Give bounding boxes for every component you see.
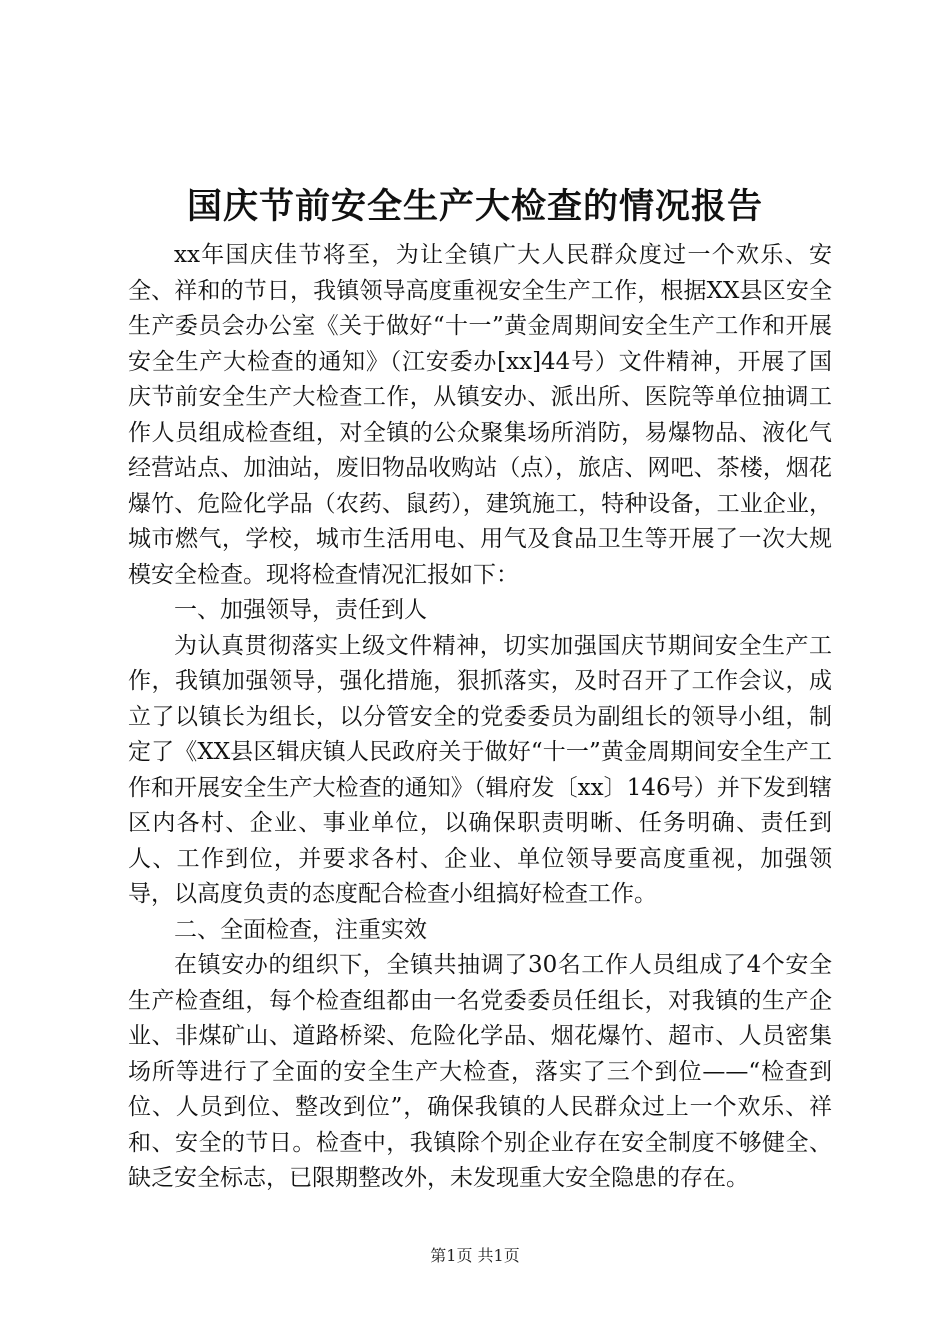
intro-paragraph: xx年国庆佳节将至，为让全镇广大人民群众度过一个欢乐、安全、祥和的节日，我镇领导高度重视安全生产工作，根据XX县区安全生产委员会办公室《关于做好“十一”黄金周期间安全生产工作和开展安全生产大检查的通知》（江安委办[xx]44号）文件精神，开展了国庆节前安全生产大检查工作，从镇安办、派出所、医院等单位抽调工作人员组成检查组，对全镇的公众聚集场所消防，易爆物品、液化气经营站点、加油站，废旧物品收购站（点），旅店、网吧、茶楼，烟花爆竹、危险化学品（农药、鼠药），建筑施工，特种设备，工业企业，城市燃气，学校，城市生活用电、用气及食品卫生等开展了一次大规模安全检查。现将检查情况汇报如下： [128, 242, 832, 588]
section-1-paragraph: 为认真贯彻落实上级文件精神，切实加强国庆节期间安全生产工作，我镇加强领导，强化措施，狠抓落实，及时召开了工作会议，成立了以镇长为组长，以分管安全的党委委员为副组长的领导小组，制定了《XX县区辑庆镇人民政府关于做好“十一”黄金周期间安全生产工作和开展安全生产大检查的通知》（辑府发〔xx〕146号）并下发到辖区内各村、企业、事业单位，以确保职责明晰、任务明确、责任到人、工作到位，并要求各村、企业、单位领导要高度重视，加强领导，以高度负责的态度配合检查小组搞好检查工作。 [128, 632, 832, 907]
section-heading-1: 一、加强领导，责任到人 [174, 597, 427, 623]
section-heading-2: 二、全面检查，注重实效 [174, 916, 427, 943]
document-body [128, 238, 832, 1197]
page-number-footer: 第1页 共1页 [430, 1246, 520, 1265]
document-title: 国庆节前安全生产大检查的情况报告 [186, 186, 763, 227]
section-2-paragraph: 在镇安办的组织下，全镇共抽调了30名工作人员组成了4个安全生产检查组，每个检查组都由一名党委委员任组长，对我镇的生产企业、非煤矿山、道路桥梁、危险化学品、烟花爆竹、超市、人员密集场所等进行了全面的安全生产大检查，落实了三个到位——“检查到位、人员到位、整改到位”，确保我镇的人民群众过上一个欢乐、祥和、安全的节日。检查中，我镇除个别企业存在安全制度不够健全、缺乏安全标志，已限期整改外，未发现重大安全隐患的存在。 [128, 952, 832, 1191]
